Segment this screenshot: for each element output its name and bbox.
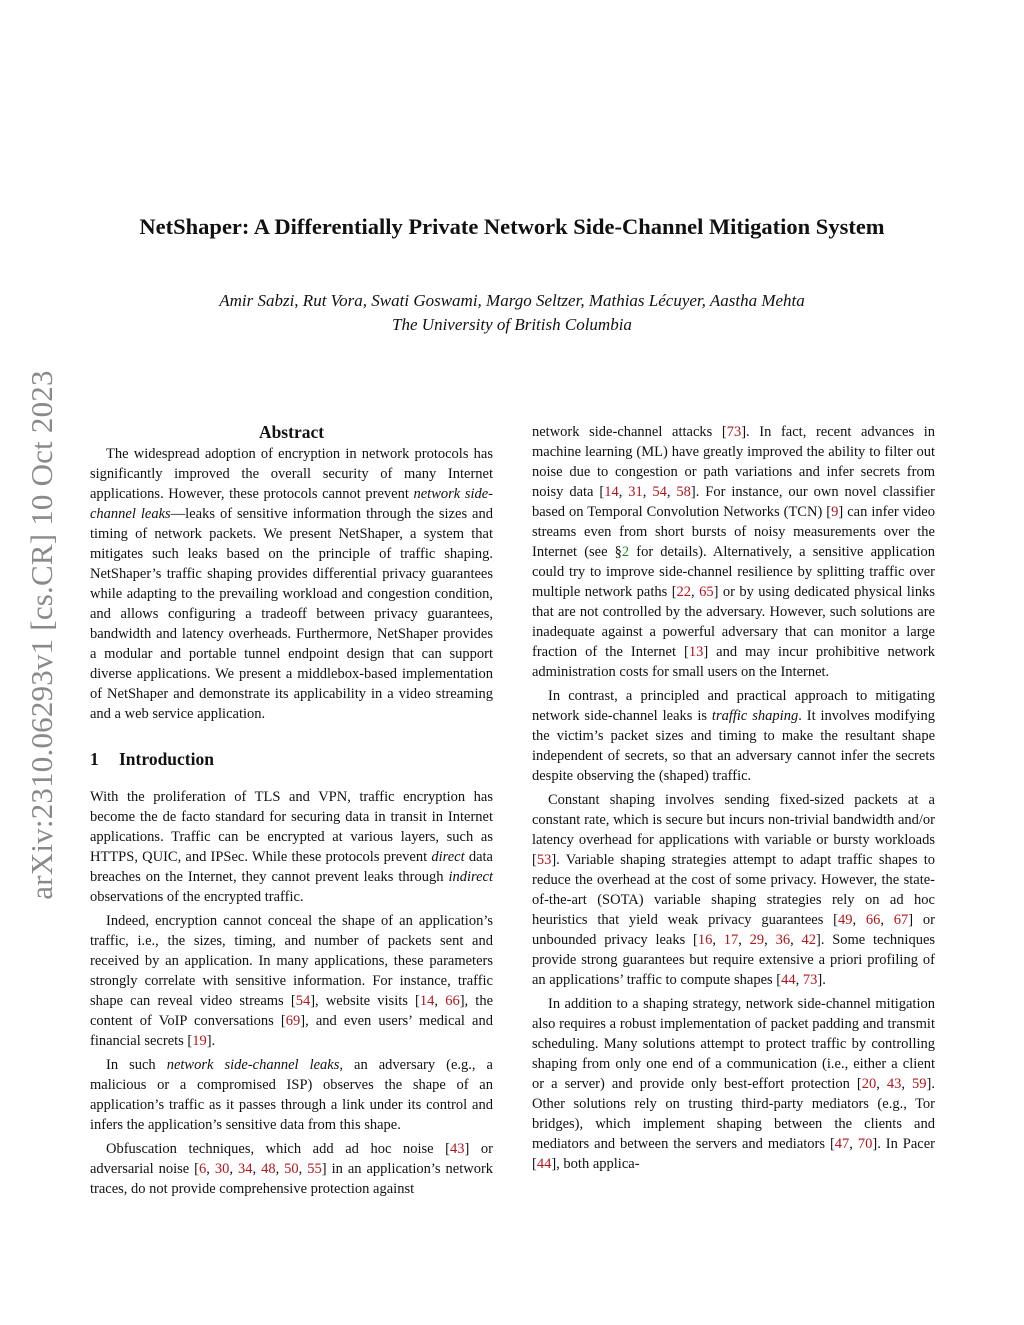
citation-link[interactable]: 58 xyxy=(676,484,691,500)
intro-paragraph: Obfuscation techniques, which add ad hoc noise [43] or adversarial noise [6, 30, 34, 48, 50, 55] in an application’s network traces, do not provide comprehensive protection against xyxy=(90,1141,494,1197)
citation-link[interactable]: 65 xyxy=(699,584,714,600)
affiliation: The University of British Columbia xyxy=(392,315,632,334)
citation-link[interactable]: 44 xyxy=(781,972,796,988)
citation-link[interactable]: 17 xyxy=(723,932,739,948)
body-paragraph: network side-channel attacks [73]. In fact, recent advances in machine learning (ML) have greatly improved the ability to filter out noise due to congestion or path variations and infer secrets from noisy data [14, 31, 54, 58]. For instance, our own novel classifier based on Temporal Convolution Networks (TCN) [9] can infer video streams even from short bursts of noisy measurements over the Internet (see §2 for details). Alternatively, a sensitive application could try to improve side-channel resilience by splitting traffic over multiple network paths [22, 65] or by using dedicated physical links that are not controlled by the adversary. However, such solutions are inadequate against a powerful adversary that can monitor a large fraction of the Internet [13] and may incur prohibitive network administration costs for small users on the Internet. xyxy=(532,424,936,680)
citation-link[interactable]: 43 xyxy=(886,1076,902,1092)
citation-link[interactable]: 59 xyxy=(912,1076,927,1092)
citation-link[interactable]: 42 xyxy=(801,932,816,948)
right-column xyxy=(532,422,935,1174)
left-column xyxy=(90,421,493,1199)
section-heading-introduction xyxy=(90,748,493,770)
body-paragraph: In contrast, a principled and practical approach to mitigating network side-channel leaks is traffic shaping. It involves modifying the victim’s packet sizes and timing to make the resultant shape independent of secrets, so that an adversary cannot infer the secrets despite observing the (shaped) traffic. xyxy=(532,688,935,784)
citation-link[interactable]: 14 xyxy=(604,484,619,500)
citation-link[interactable]: 54 xyxy=(652,484,667,500)
citation-link[interactable]: 34 xyxy=(237,1161,253,1177)
abstract-heading: Abstract xyxy=(258,422,325,442)
citation-link[interactable]: 19 xyxy=(192,1033,207,1049)
arxiv-sidebar xyxy=(14,335,70,935)
author-block xyxy=(100,289,924,337)
intro-paragraph: In such network side-channel leaks, an adversary (e.g., a malicious or a compromised ISP) observes the shape of an application’s traffic as it passes through a link under its control and infers the application’s sensitive data from this shape. xyxy=(90,1057,493,1133)
section-title: Introduction xyxy=(119,749,214,769)
citation-link[interactable]: 30 xyxy=(214,1161,230,1177)
citation-link[interactable]: 16 xyxy=(697,932,713,948)
citation-link[interactable]: 29 xyxy=(749,932,765,948)
citation-link[interactable]: 31 xyxy=(628,484,643,500)
author-list: Amir Sabzi, Rut Vora, Swati Goswami, Margo Seltzer, Mathias Lécuyer, Aastha Mehta xyxy=(219,291,805,310)
citation-link[interactable]: 73 xyxy=(726,424,742,440)
arxiv-identifier: arXiv:2310.06293v1 [cs.CR] 10 Oct 2023 xyxy=(24,370,59,900)
citation-link[interactable]: 22 xyxy=(676,584,692,600)
citation-link[interactable]: 55 xyxy=(307,1161,322,1177)
citation-link[interactable]: 36 xyxy=(775,932,791,948)
citation-link[interactable]: 13 xyxy=(688,644,704,660)
citation-link[interactable]: 66 xyxy=(865,912,881,928)
abstract-paragraph: The widespread adoption of encryption in network protocols has significantly improved the overall security of many Internet applications. However, these protocols cannot prevent network side-channel leaks—leaks of sensitive information through the sizes and timing of network packets. We present NetShaper, a system that mitigates such leaks based on the principle of traffic shaping. NetShaper’s traffic shaping provides differential privacy guarantees while adapting to the prevailing workload and congestion condition, and allows configuring a tradeoff between privacy guarantees, bandwidth and latency overheads. Furthermore, NetShaper provides a modular and portable tunnel endpoint design that can support diverse applications. We present a middlebox-based implementation of NetShaper and demonstrate its applicability in a video streaming and a web service application. xyxy=(90,446,494,722)
body-paragraph: Constant shaping involves sending fixed-sized packets at a constant rate, which is secure but incurs non-trivial bandwidth and/or latency overhead for applications with variable or bursty workloads [53]. Variable shaping strategies attempt to adapt traffic shapes to reduce the overhead at the cost of some privacy. However, the state-of-the-art (SOTA) variable shaping strategies rely on ad hoc heuristics that yield weak privacy guarantees [49, 66, 67] or unbounded privacy leaks [16, 17, 29, 36, 42]. Some techniques provide strong guarantees but require extensive a priori profiling of an applications’ traffic to compute shapes [44, 73]. xyxy=(532,792,936,988)
paper-title: NetShaper: A Differentially Private Network Side-Channel Mitigation System xyxy=(139,214,885,239)
intro-paragraph: Indeed, encryption cannot conceal the shape of an application’s traffic, i.e., the sizes, timing, and number of packets sent and received by an application. In many applications, these parameters strongly correlate with sensitive information. For instance, traffic shape can reveal video streams [54], website visits [14, 66], the content of VoIP conversations [69], and even users’ medical and financial secrets [19]. xyxy=(90,913,494,1049)
intro-paragraph: With the proliferation of TLS and VPN, traffic encryption has become the de facto standard for securing data in transit in Internet applications. Traffic can be encrypted at various layers, such as HTTPS, QUIC, and IPSec. While these protocols prevent direct data breaches on the Internet, they cannot prevent leaks through indirect observations of the encrypted traffic. xyxy=(90,789,493,905)
citation-link[interactable]: 43 xyxy=(450,1141,465,1157)
citation-link[interactable]: 14 xyxy=(419,993,435,1009)
section-cross-reference[interactable]: 2 xyxy=(621,544,630,560)
citation-link[interactable]: 73 xyxy=(802,972,818,988)
citation-link[interactable]: 50 xyxy=(284,1161,299,1177)
citation-link[interactable]: 54 xyxy=(295,993,311,1009)
citation-link[interactable]: 53 xyxy=(536,852,552,868)
citation-link[interactable]: 70 xyxy=(857,1136,873,1152)
citation-link[interactable]: 48 xyxy=(261,1161,276,1177)
citation-link[interactable]: 9 xyxy=(831,504,839,520)
citation-link[interactable]: 44 xyxy=(536,1156,552,1172)
citation-link[interactable]: 66 xyxy=(445,993,460,1009)
citation-link[interactable]: 47 xyxy=(834,1136,850,1152)
citation-link[interactable]: 20 xyxy=(861,1076,877,1092)
citation-link[interactable]: 49 xyxy=(837,912,853,928)
section-number: 1 xyxy=(90,749,99,769)
citation-link[interactable]: 69 xyxy=(285,1013,301,1029)
body-paragraph: In addition to a shaping strategy, network side-channel mitigation also requires a robust implementation of packet padding and transmit scheduling. Many solutions attempt to protect traffic by controlling shaping from only one end of a communication (i.e., either a client or a server) and provide only best-effort protection [20, 43, 59]. Other solutions rely on trusting third-party mediators (e.g., Tor bridges), which implement shaping between the clients and mediators and between the servers and mediators [47, 70]. In Pacer [44], both applica- xyxy=(532,996,936,1172)
citation-link[interactable]: 67 xyxy=(893,912,909,928)
citation-link[interactable]: 6 xyxy=(198,1161,207,1177)
